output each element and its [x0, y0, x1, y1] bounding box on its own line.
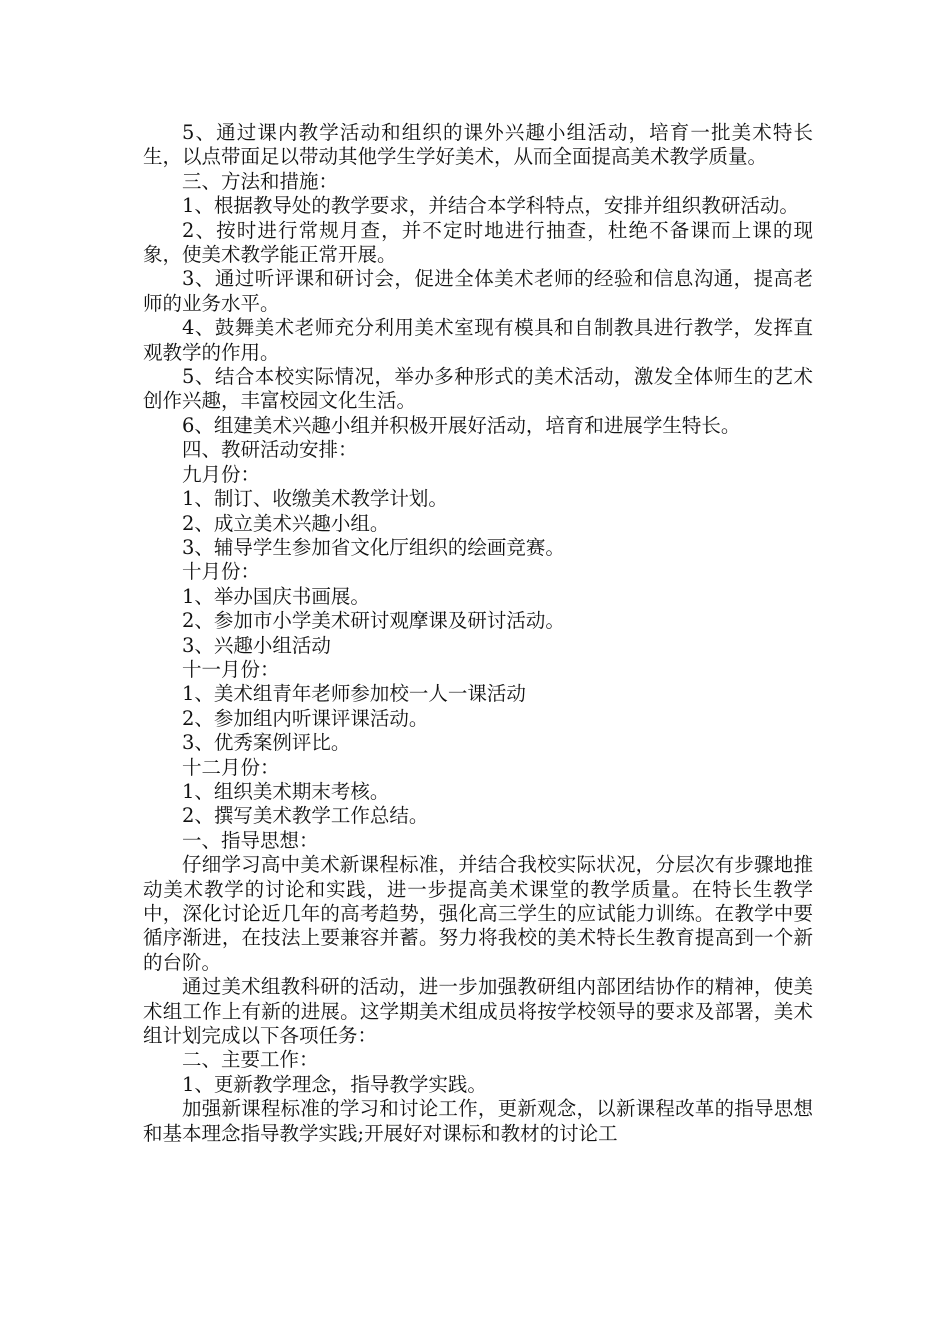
paragraph-method-4: 4、鼓舞美术老师充分利用美术室现有模具和自制教具进行教学，发挥直观教学的作用。 [143, 316, 813, 364]
paragraph-method-1: 1、根据教导处的教学要求，并结合本学科特点，安排并组织教研活动。 [182, 194, 799, 218]
list-item: 3、辅导学生参加省文化厅组织的绘画竞赛。 [182, 535, 565, 559]
paragraph-method-5: 5、结合本校实际情况，举办多种形式的美术活动，激发全体师生的艺术创作兴趣，丰富校园文化生活。 [143, 365, 813, 413]
heading-methods: 三、方法和措施： [182, 169, 339, 193]
list-item: 3、兴趣小组活动 [182, 633, 331, 657]
document-body [143, 121, 813, 1146]
month-november: 十一月份： [182, 657, 280, 681]
paragraph-goal-5: 5、通过课内教学活动和组织的课外兴趣小组活动，培育一批美术特长生，以点带面足以带动其他学生学好美术，从而全面提高美术教学质量。 [143, 121, 813, 169]
list-item: 2、撰写美术教学工作总结。 [182, 804, 429, 828]
paragraph-main-work-1: 1、更新教学理念，指导教学实践。 [182, 1072, 487, 1096]
paragraph-method-3: 3、通过听评课和研讨会，促进全体美术老师的经验和信息沟通，提高老师的业务水平。 [143, 267, 813, 315]
month-october: 十月份： [182, 560, 261, 584]
heading-main-work: 二、主要工作： [182, 1048, 319, 1072]
list-item: 2、参加组内听课评课活动。 [182, 706, 429, 730]
paragraph-guiding-ideology: 仔细学习高中美术新课程标准，并结合我校实际状况，分层次有步骤地推动美术教学的讨论和实践，进一步提高美术课堂的教学质量。在特长生教学中，深化讨论近几年的高考趋势，强化高三学生的应试能力训练。在教学中要循序渐进，在技法上要兼容并蓄。努力将我校的美术特长生教育提高到一个新的台阶。 [143, 853, 813, 974]
month-september: 九月份： [182, 462, 261, 486]
paragraph-method-2: 2、按时进行常规月查，并不定时地进行抽查，杜绝不备课而上课的现象，使美术教学能正常开展。 [143, 218, 813, 267]
list-item: 1、举办国庆书画展。 [182, 584, 370, 608]
heading-schedule: 四、教研活动安排： [182, 438, 358, 462]
month-december: 十二月份： [182, 755, 280, 779]
list-item: 1、制订、收缴美术教学计划。 [182, 487, 448, 511]
list-item: 1、组织美术期末考核。 [182, 779, 390, 803]
paragraph-method-6: 6、组建美术兴趣小组并积极开展好活动，培育和进展学生特长。 [182, 413, 741, 437]
list-item: 2、成立美术兴趣小组。 [182, 511, 390, 535]
list-item: 1、美术组青年老师参加校一人一课活动 [182, 682, 526, 706]
paragraph-teaching-research: 通过美术组教科研的活动，进一步加强教研组内部团结协作的精神，使美术组工作上有新的进展。这学期美术组成员将按学校领导的要求及部署，美术组计划完成以下各项任务： [143, 975, 813, 1048]
list-item: 2、参加市小学美术研讨观摩课及研讨活动。 [182, 609, 565, 633]
paragraph-curriculum-study: 加强新课程标准的学习和讨论工作，更新观念，以新课程改革的指导思想和基本理念指导教学实践;开展好对课标和教材的讨论工 [143, 1097, 813, 1145]
heading-guiding-ideology: 一、指导思想： [182, 828, 319, 852]
list-item: 3、优秀案例评比。 [182, 731, 351, 755]
